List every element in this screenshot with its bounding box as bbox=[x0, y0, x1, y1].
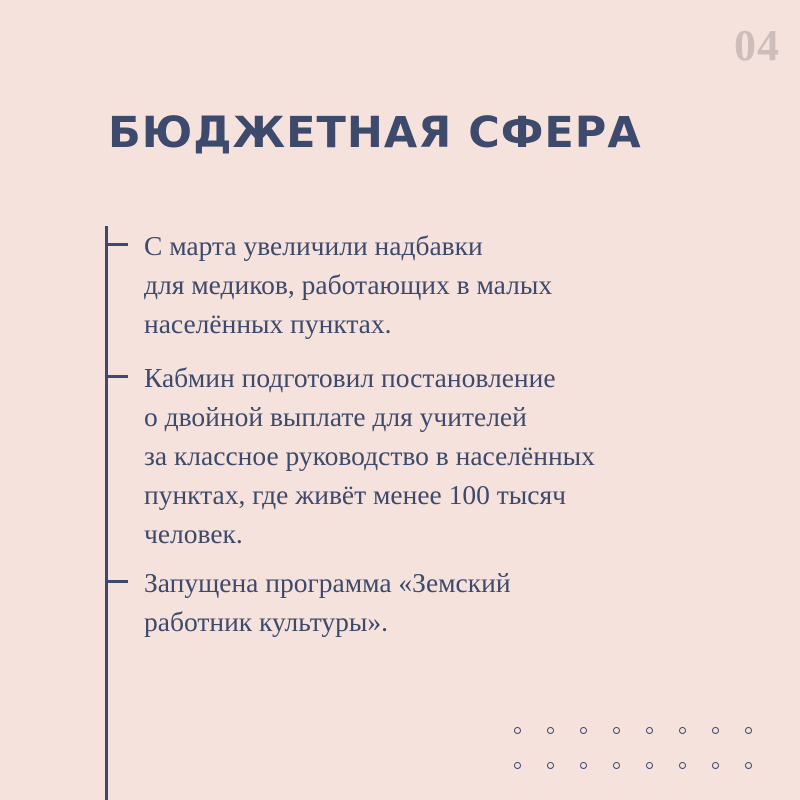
decorative-dot bbox=[745, 762, 752, 769]
page-number: 04 bbox=[734, 21, 780, 70]
timeline-item-text: С марта увеличили надбавки для медиков, работающих в малых населённых пунктах. bbox=[144, 230, 553, 339]
page-title: БЮДЖЕТНАЯ СФЕРА bbox=[108, 108, 642, 158]
timeline-tick bbox=[108, 243, 128, 246]
decorative-dot bbox=[580, 762, 587, 769]
decorative-dot bbox=[613, 727, 620, 734]
decorative-dot bbox=[613, 762, 620, 769]
decorative-dot bbox=[580, 727, 587, 734]
timeline-line bbox=[105, 226, 108, 800]
timeline-tick bbox=[108, 580, 128, 583]
decorative-dot bbox=[646, 762, 653, 769]
decorative-dot bbox=[679, 727, 686, 734]
timeline-item-text: Кабмин подготовил постановление о двойной выплате для учителей за классное руководство в населённых пунктах, где живёт менее 100 тысяч человек. bbox=[144, 362, 595, 549]
decorative-dot bbox=[712, 762, 719, 769]
decorative-dot bbox=[547, 762, 554, 769]
timeline-tick bbox=[108, 375, 128, 378]
decorative-dot bbox=[745, 727, 752, 734]
decorative-dot bbox=[547, 727, 554, 734]
decorative-dot-grid bbox=[514, 727, 755, 769]
decorative-dot bbox=[646, 727, 653, 734]
timeline-item-text: Запущена программа «Земский работник культуры». bbox=[144, 567, 511, 637]
decorative-dot bbox=[514, 727, 521, 734]
decorative-dot bbox=[514, 762, 521, 769]
decorative-dot bbox=[712, 727, 719, 734]
decorative-dot bbox=[679, 762, 686, 769]
